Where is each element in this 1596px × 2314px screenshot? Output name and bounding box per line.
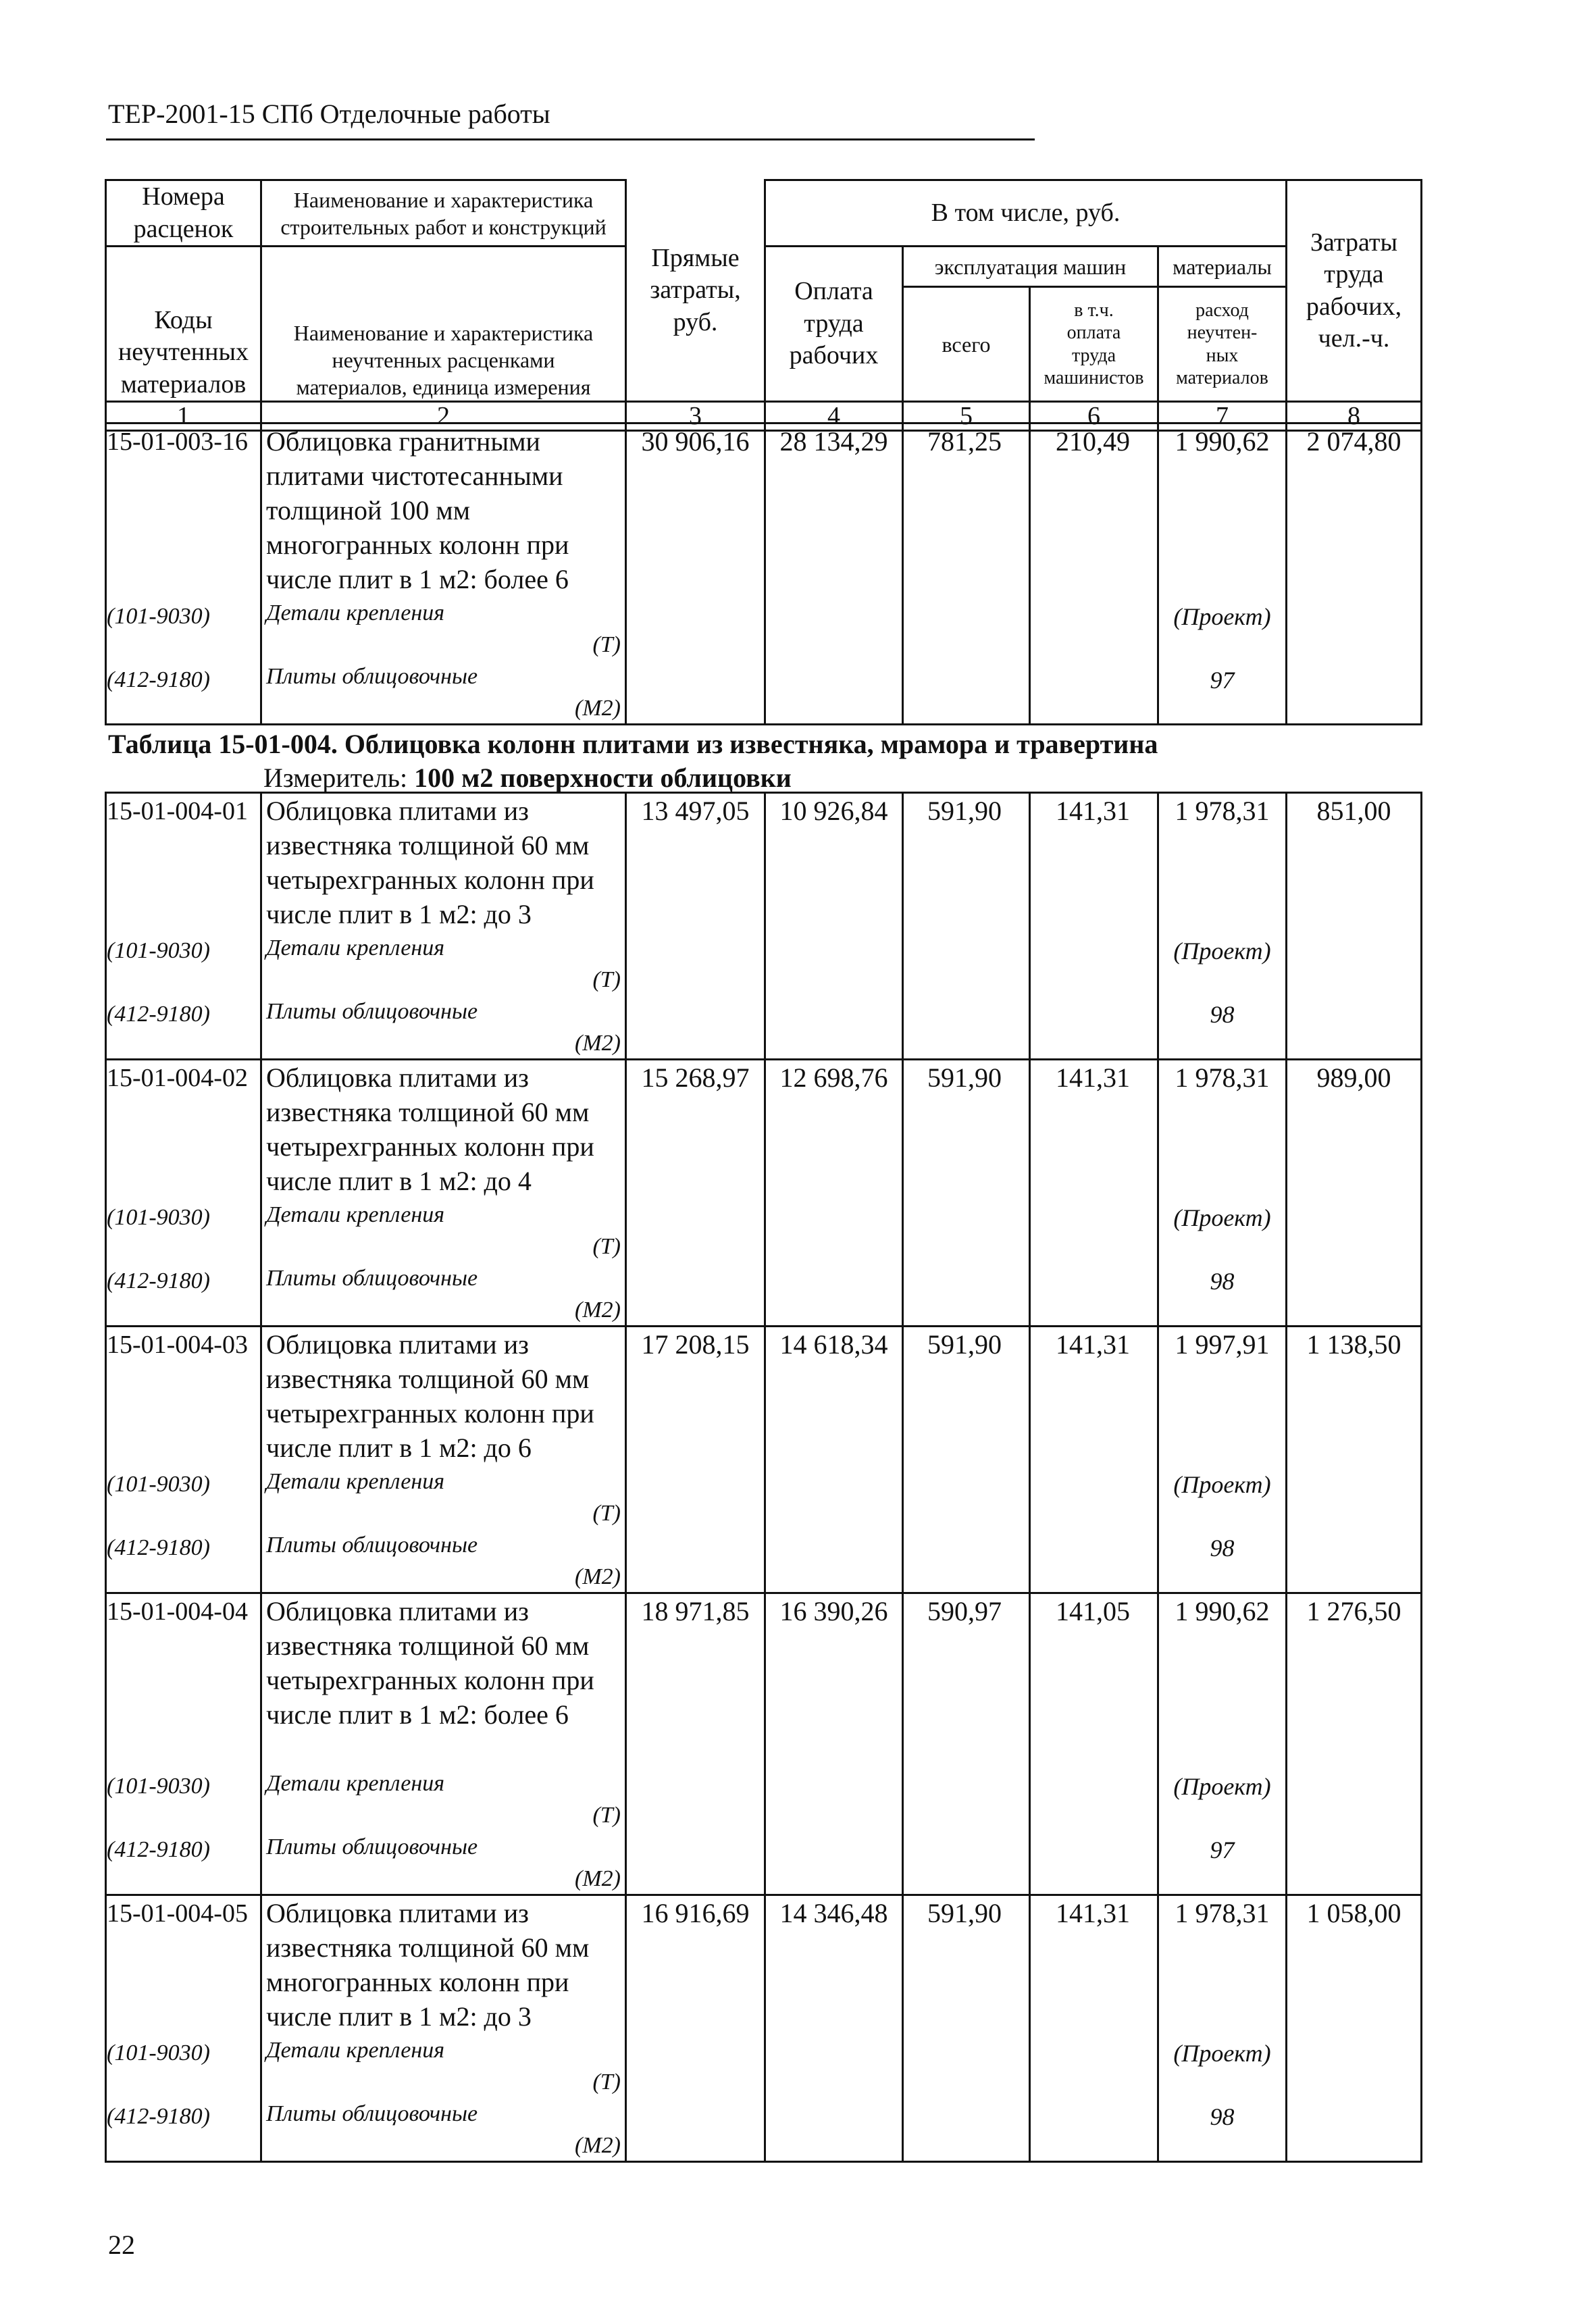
machine-cost-cell: 591,90 — [903, 1327, 1030, 1593]
col-number-5: 5 — [903, 402, 1030, 431]
direct-cost-cell: 16 916,69 — [626, 1895, 765, 2162]
machinist-cost-cell: 141,05 — [1030, 1593, 1158, 1895]
labor-hours-cell: 2 074,80 — [1287, 423, 1422, 725]
machine-cost-cell: 591,90 — [903, 793, 1030, 1060]
col3-header: Прямые затраты, руб. — [626, 180, 765, 402]
col1-header-bottom: Коды неучтенных материалов — [106, 247, 261, 402]
direct-cost-cell: 17 208,15 — [626, 1327, 765, 1593]
rates-table-004 — [105, 792, 1422, 2163]
materials-cost-cell: 1 978,31 (Проект) 98 — [1158, 1895, 1287, 2162]
labor-cost-cell: 10 926,84 — [765, 793, 903, 1060]
table-row — [106, 1327, 1422, 1593]
machinist-cost-cell: 141,31 — [1030, 1060, 1158, 1327]
machine-cost-cell: 590,97 — [903, 1593, 1030, 1895]
col-number-6: 6 — [1030, 402, 1158, 431]
table-row — [106, 423, 1422, 725]
incl-header: В том числе, руб. — [765, 180, 1287, 247]
machines-header: эксплуатация машин — [903, 247, 1158, 287]
rate-name-cell: Облицовка плитами из известняка толщиной 60 мм четырехгранных колонн при числе плит в 1 м2: до 3 Детали крепления (Т) Плиты облицовочные (М2) — [261, 793, 626, 1060]
table-measure: Измеритель: 100 м2 поверхности облицовки — [263, 763, 792, 793]
labor-cost-cell: 14 346,48 — [765, 1895, 903, 2162]
machine-cost-cell: 591,90 — [903, 1895, 1030, 2162]
rate-name-cell: Облицовка плитами из известняка толщиной 60 мм четырехгранных колонн при числе плит в 1 м2: более 6 Детали крепления (Т) Плиты облицовочные (М2) — [261, 1593, 626, 1895]
materials-cost-cell: 1 997,91 (Проект) 98 — [1158, 1327, 1287, 1593]
machinist-cost-cell: 141,31 — [1030, 1327, 1158, 1593]
materials-cost-cell: 1 978,31 (Проект) 98 — [1158, 1060, 1287, 1327]
col7-header: расход неучтен- ных материалов — [1158, 287, 1287, 402]
labor-hours-cell: 851,00 — [1287, 793, 1422, 1060]
rate-code-cell: 15-01-004-02 (101-9030) (412-9180) — [106, 1060, 261, 1327]
direct-cost-cell: 15 268,97 — [626, 1060, 765, 1327]
rate-code-cell: 15-01-004-04 (101-9030) (412-9180) — [106, 1593, 261, 1895]
table-row — [106, 1895, 1422, 2162]
col2-header-bottom: Наименование и характеристика неучтенных расценками материалов, единица измерения — [261, 247, 626, 402]
machinist-cost-cell: 141,31 — [1030, 1895, 1158, 2162]
col4-header: Оплата труда рабочих — [765, 247, 903, 402]
machine-cost-cell: 591,90 — [903, 1060, 1030, 1327]
table-row — [106, 793, 1422, 1060]
rate-code-cell: 15-01-003-16 (101-9030) (412-9180) — [106, 423, 261, 725]
materials-cost-cell: 1 978,31 (Проект) 98 — [1158, 793, 1287, 1060]
col-number-1: 1 — [106, 402, 261, 431]
rate-code-cell: 15-01-004-03 (101-9030) (412-9180) — [106, 1327, 261, 1593]
col-number-4: 4 — [765, 402, 903, 431]
rate-name-cell: Облицовка плитами из известняка толщиной 60 мм четырехгранных колонн при числе плит в 1 м2: до 4 Детали крепления (Т) Плиты облицовочные (М2) — [261, 1060, 626, 1327]
col6-header: в т.ч. оплата труда машинистов — [1030, 287, 1158, 402]
labor-hours-cell: 1 276,50 — [1287, 1593, 1422, 1895]
rate-name-cell: Облицовка плитами из известняка толщиной 60 мм многогранных колонн при числе плит в 1 м2: до 3 Детали крепления (Т) Плиты облицовочные (М2) — [261, 1895, 626, 2162]
machine-cost-cell: 781,25 — [903, 423, 1030, 725]
rate-name-cell: Облицовка гранитными плитами чистотесанными толщиной 100 мм многогранных колонн при числе плит в 1 м2: более 6 Детали крепления (Т) Плиты облицовочные (М2) — [261, 423, 626, 725]
col1-header-top: Номера расценок — [106, 180, 261, 247]
table-row — [106, 1593, 1422, 1895]
col8-header: Затраты труда рабочих, чел.-ч. — [1287, 180, 1422, 402]
page-number: 22 — [108, 2230, 135, 2260]
rate-name-cell: Облицовка плитами из известняка толщиной 60 мм четырехгранных колонн при числе плит в 1 м2: до 6 Детали крепления (Т) Плиты облицовочные (М2) — [261, 1327, 626, 1593]
rates-table-003 — [105, 422, 1422, 725]
col-number-7: 7 — [1158, 402, 1287, 431]
col-number-2: 2 — [261, 402, 626, 431]
labor-cost-cell: 12 698,76 — [765, 1060, 903, 1327]
column-header-table — [105, 179, 1422, 432]
col-number-8: 8 — [1287, 402, 1422, 431]
col2-header-top: Наименование и характеристика строительных работ и конструкций — [261, 180, 626, 247]
rate-code-cell: 15-01-004-05 (101-9030) (412-9180) — [106, 1895, 261, 2162]
labor-cost-cell: 14 618,34 — [765, 1327, 903, 1593]
direct-cost-cell: 30 906,16 — [626, 423, 765, 725]
table-title: Таблица 15-01-004. Облицовка колонн плитами из известняка, мрамора и травертина — [108, 729, 1158, 759]
col5-header: всего — [903, 287, 1030, 402]
materials-cost-cell: 1 990,62 (Проект) 97 — [1158, 423, 1287, 725]
direct-cost-cell: 18 971,85 — [626, 1593, 765, 1895]
table-row — [106, 1060, 1422, 1327]
labor-hours-cell: 1 058,00 — [1287, 1895, 1422, 2162]
machinist-cost-cell: 141,31 — [1030, 793, 1158, 1060]
labor-cost-cell: 16 390,26 — [765, 1593, 903, 1895]
header-rule — [106, 138, 1035, 140]
col-number-3: 3 — [626, 402, 765, 431]
labor-hours-cell: 1 138,50 — [1287, 1327, 1422, 1593]
page-header: ТЕР-2001-15 СПб Отделочные работы — [108, 99, 550, 129]
labor-hours-cell: 989,00 — [1287, 1060, 1422, 1327]
materials-cost-cell: 1 990,62 (Проект) 97 — [1158, 1593, 1287, 1895]
machinist-cost-cell: 210,49 — [1030, 423, 1158, 725]
materials-header: материалы — [1158, 247, 1287, 287]
rate-code-cell: 15-01-004-01 (101-9030) (412-9180) — [106, 793, 261, 1060]
direct-cost-cell: 13 497,05 — [626, 793, 765, 1060]
labor-cost-cell: 28 134,29 — [765, 423, 903, 725]
